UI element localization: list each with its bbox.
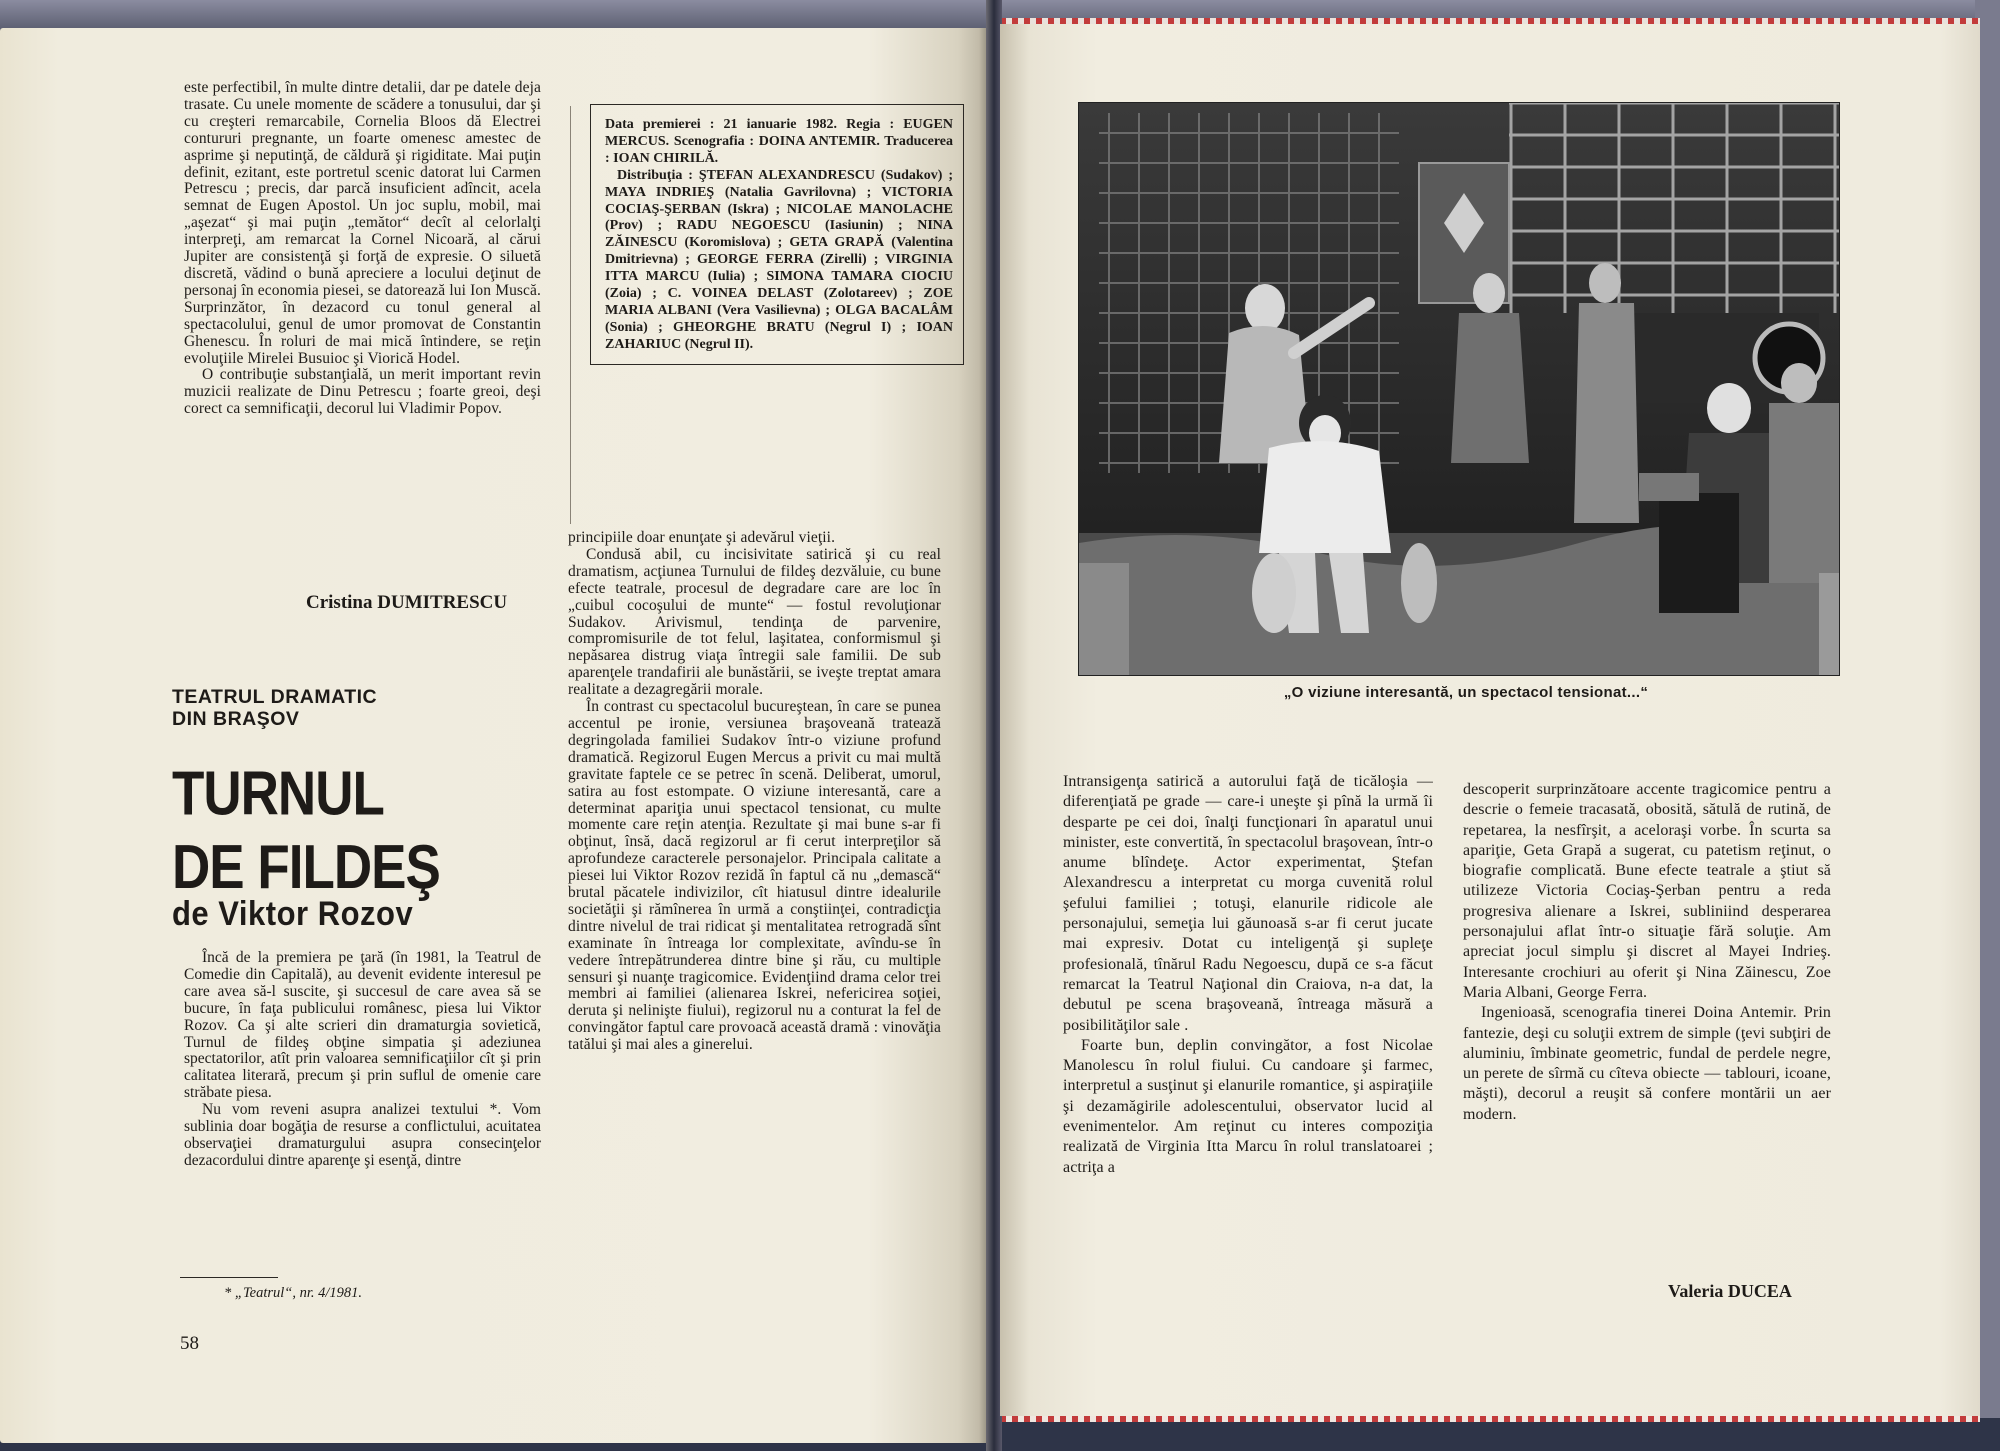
paragraph: principiile doar enunţate şi adevărul vieţii. [568, 529, 836, 546]
theatre-name-line: DIN BRAŞOV [172, 708, 300, 730]
footnote-rule [180, 1277, 278, 1278]
play-title [172, 758, 440, 904]
stage-photo [1078, 102, 1840, 676]
paragraph: Intransigenţa satirică a autorului faţă de ticăloşia — diferenţiată pe grade — care-i uneşte şi pînă la urmă îi desparte pe cei doi, înalţi funcţionari în aparatul unui minister, este convertită, în spectacolul braşovean, într-o anume blîndeţe. Actor experimentat, Ştefan Alexandrescu a interpretat cu morga cuvenită rolul şefului familiei ; totuşi, elanurile ridicole ale personajului, semeţia lui găunoasă s-ar fi cerut jucate mai expresiv. Dotat cu inteligenţă şi supleţe profesională, tînărul Radu Negoescu, după ce s-a făcut remarcat la Teatrul Naţional din Craiova, n-a dat, la debutul pe scena braşoveană, întreaga măsură a posibilităţilor sale . [1063, 773, 1433, 1034]
production-credits-box [590, 104, 964, 365]
paragraph: Ingenioasă, scenografia tinerei Doina Antemir. Prin fantezie, deşi cu soluţii extrem de simple (ţevi subţiri de aluminiu, îmbinate geometric, fundal de perdele negre, un perete de sîrmă cu cîteva obiecte — tablouri, icoane, măşti), decorul a reuşit să confere montării un aer modern. [1463, 1004, 1831, 1123]
paragraph: Nu vom reveni asupra analizei textului *. Vom sublinia doar bogăţia de resurse a conflictului, acuitatea observaţiei dramaturgului asupra consecinţelor dezacordului dintre aparenţe şi esenţă, dintre [184, 1101, 541, 1169]
review-continuation-column [184, 80, 541, 418]
article-column-1 [184, 950, 541, 1170]
play-author: de Viktor Rozov [172, 894, 414, 933]
paragraph: Încă de la premiera pe ţară (în 1981, la Teatrul de Comedie din Capitală), au devenit evidente interesul pe care avea să-l suscite, şi succesul de care avea să se bucure, în faţa publicului românesc, piesa lui Viktor Rozov. Ca şi alte scrieri din dramaturgia sovietică, Turnul de fildeş obţine simpatia şi adeziunea spectatorilor, atît prin valoarea semnificaţiilor cît şi prin calitatea literară, precum şi prin suflul de omenie care străbate piesa. [184, 949, 541, 1102]
theatre-name-line: TEATRUL DRAMATIC [172, 686, 378, 708]
credits-premiere: Data premierei : 21 ianuarie 1982. Regia : EUGEN MERCUS. Scenografia : DOINA ANTEMIR. Traducerea : IOAN CHIRILĂ. [605, 117, 953, 166]
footnote: * „Teatrul“, nr. 4/1981. [224, 1285, 363, 1301]
paragraph: descoperit surprinzătoare accente tragicomice pentru a descrie o femeie tracasată, obosită, sătulă de rutină, de repetarea, la nesfîrşit, a aceloraşi vorbe. În scurta sa apariţie, Geta Grapă a sugerat, cu patetism reţinut, o biografie complicată. Bune efecte teatrale a ştiut să utilizeze Victoria Cociaş-Şerban pentru a reda progresiva alienare a Iskrei, subliniind desperarea personajului aflat într-o situaţie fără soluţie. Am apreciat jocul simplu şi discret al Mayei Indrieş. Interesante crochiuri au oferit şi Nina Zăinescu, Zoe Maria Albani, George Ferra. [1463, 781, 1831, 1001]
paragraph: este perfectibil, în multe dintre detalii, dar pe datele deja trasate. Cu unele momente de scădere a tonusului, dar şi cu creşteri remarcabile, Cornelia Bloos dă Electrei contururi pregnante, un foarte omenesc amestec de asprime şi neputinţă, de căldură şi rigiditate. Mai puţin definit, ezitant, este portretul scenic datorat lui Carmen Petrescu ; precis, dar parcă insuficient adîncit, acela semnat de Eugen Apostol. Un joc suplu, mobil, mai „aşezat“ şi mai puţin „temător“ decît al celorlalţi interpreţi, am remarcat la Cornel Nicoară, al cărui Jupiter are consistenţă şi forţă de expresie. O siluetă discretă, vădind o bună apreciere a locului deţinut de personaj în economia piesei, se datorează lui Ion Muscă. Surprinzător, în dezacord cu tonul general al spectacolului, genul de umor promovat de Constantin Ghenescu. În roluri de mai mică întindere, se reţin evoluţiile Mirelei Busuioc şi Viorică Hodel. [184, 79, 541, 367]
stage-photo-image [1079, 103, 1839, 675]
signature-author-1: Cristina DUMITRESCU [306, 592, 508, 613]
theatre-name [172, 686, 377, 730]
paragraph: Foarte bun, deplin convingător, a fost Nicolae Manolescu în rolul fiului. Cu candoare şi farmec, interpretul a susţinut şi elanurile romantice, şi aspiraţiile şi dezamăgirile adolescentului, observator lucid al evenimentelor. Am reţinut cu interes compoziţia realizată de Virginia Itta Marcu în rolul translatoarei ; actriţa a [1063, 1036, 1433, 1176]
page-number: 58 [180, 1333, 199, 1354]
photo-caption: „O viziune interesantă, un spectacol tensionat...“ [1283, 684, 1649, 701]
credits-cast: Distribuţia : ŞTEFAN ALEXANDRESCU (Sudakov) ; MAYA INDRIEŞ (Natalia Gavrilovna) ; VICTORIA COCIAŞ-ŞERBAN (Iskra) ; NICOLAE MANOLACHE (Prov) ; RADU NEGOESCU (Iasiunin) ; NINA ZĂINESCU (Koromislova) ; GETA GRAPĂ (Valentina Dmitrievna) ; GEORGE FERRA (Zirelli) ; VIRGINIA ITTA MARCU (Iulia) ; SIMONA TAMARA CIOCIU (Zoia) ; C. VOINEA DELAST (Zolotareev) ; ZOE MARIA ALBANI (Vera Vasilievna) ; OLGA BACALÂM (Sonia) ; GHEORGHE BRATU (Negrul I) ; IOAN ZAHARIUC (Negrul II). [605, 167, 953, 352]
paragraph: O contribuţie substanţială, un merit important revin muzicii realizate de Dinu Petrescu ; foarte greoi, deşi corect ca semnificaţii, decorul lui Vladimir Popov. [184, 366, 541, 418]
signature-author-2: Valeria DUCEA [1668, 1281, 1792, 1301]
article-column-4 [1463, 780, 1831, 1125]
play-title-line: TURNUL [172, 759, 384, 829]
article-column-2 [568, 530, 941, 1054]
paragraph: Condusă abil, cu incisivitate satirică şi cu real dramatism, acţiunea Turnului de fildeş dezvăluie, cu bune efecte teatrale, procesul de degradare care are loc în „cuibul cocoşului de munte“ — fostul revoluţionar Sudakov. Arivismul, tendinţa de parvenire, compromisurile de tot felul, laşitatea, conformismul şi nepăsarea distrug viaţa întregii sale familii. De sub aparenţele trandafirii ale bunăstării, se iveşte treptat amara realitate a dezagregării morale. [568, 545, 941, 699]
column-divider [570, 106, 572, 524]
paragraph: În contrast cu spectacolul bucureştean, în care se punea accentul pe ironie, versiunea braşoveană tratează degringolada familiei Sudakov într-o viziune profund dramatică. Regizorul Eugen Mercus a privit cu mai multă gravitate faptele ce se petrec în scenă. Deliberat, umorul, satira au fost estompate. O viziune interesantă, care a determinat apariţia unui spectacol tensionat, cu multe momente care reţin atenţia. Rezultate şi mai bune s-ar fi obţinut, însă, dacă regizorul ar fi cerut interpreţilor să aprofundeze caracterele personajelor. Principala calitate a piesei lui Viktor Rozov rezidă în faptul că nu „demască“ brutal păcatele indivizilor, cît hiatusul dintre idealurile societăţii şi rămînerea în urmă a conştiinţei, contradicţia dintre nivelul de trai ridicat şi mentalitatea retrogradă sînt examinate în întreaga lor complexitate, avîndu-se în vedere întrepătrunderea dintre bine şi rău, cu multiple sensuri şi nuanţe tragicomice. Evidenţiind drama celor trei membri ai familiei (alienarea Iskrei, nefericirea soţiei, deruta şi nelinişte fiului), regizorul nu a conturat la fel de convingător faptul care provoacă această dramă : vinovăţia tatălui şi mai ales a ginerelui. [568, 698, 941, 1054]
article-column-3 [1063, 772, 1433, 1178]
play-title-line: DE FILDEŞ [172, 832, 440, 902]
